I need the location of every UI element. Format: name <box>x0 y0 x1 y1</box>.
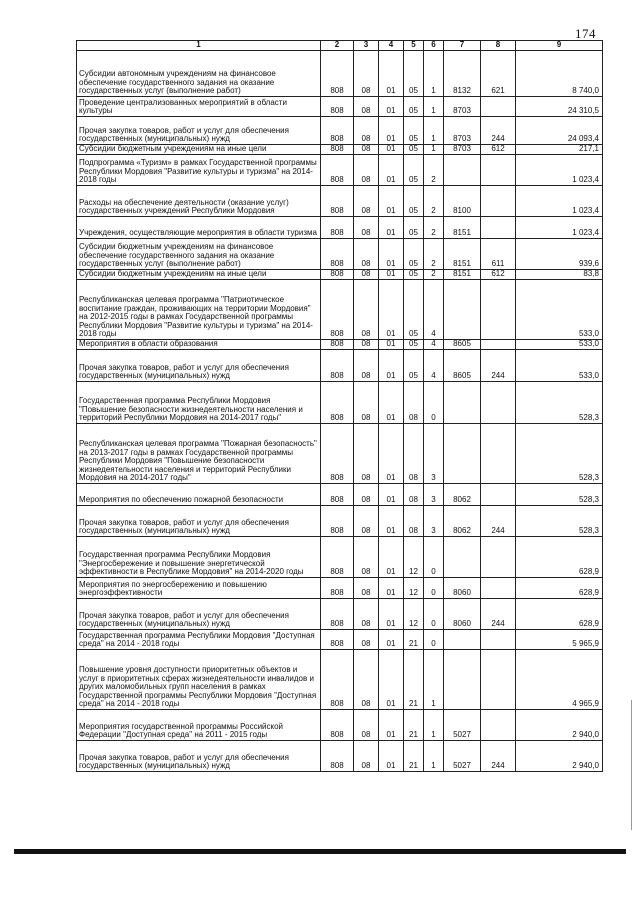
row-code-2: 808 <box>321 578 354 599</box>
header-col-7: 7 <box>444 41 481 51</box>
row-code-5: 05 <box>404 97 424 117</box>
row-code-8 <box>481 710 516 741</box>
row-code-6: 1 <box>424 97 444 117</box>
row-name: Прочая закупка товаров, работ и услуг для обеспечения государственных (муниципальных) нужд <box>77 741 321 772</box>
row-code-5: 08 <box>404 382 424 424</box>
table-row <box>77 280 603 340</box>
row-code-7: 8703 <box>444 97 481 117</box>
row-code-2: 808 <box>321 217 354 239</box>
table-row <box>77 484 603 506</box>
row-code-3: 08 <box>354 51 379 97</box>
row-code-7 <box>444 280 481 340</box>
row-amount: 24 310,5 <box>516 97 603 117</box>
row-code-3: 08 <box>354 155 379 186</box>
row-code-7: 8703 <box>444 117 481 145</box>
row-code-3: 08 <box>354 145 379 155</box>
row-code-4: 01 <box>379 117 404 145</box>
row-code-6: 4 <box>424 340 444 350</box>
table-row <box>77 117 603 145</box>
row-code-8 <box>481 280 516 340</box>
header-col-4: 4 <box>379 41 404 51</box>
row-code-3: 08 <box>354 239 379 270</box>
row-code-3: 08 <box>354 599 379 630</box>
table-row <box>77 424 603 484</box>
row-amount: 2 940,0 <box>516 741 603 772</box>
row-code-2: 808 <box>321 710 354 741</box>
row-name: Прочая закупка товаров, работ и услуг для обеспечения государственных (муниципальных) нужд <box>77 506 321 537</box>
row-code-8: 244 <box>481 350 516 382</box>
row-code-4: 01 <box>379 217 404 239</box>
row-code-3: 08 <box>354 578 379 599</box>
row-code-2: 808 <box>321 145 354 155</box>
table-row <box>77 599 603 630</box>
table-row <box>77 239 603 270</box>
table-row <box>77 578 603 599</box>
row-code-4: 01 <box>379 537 404 578</box>
row-code-4: 01 <box>379 340 404 350</box>
row-code-4: 01 <box>379 382 404 424</box>
row-code-7: 8151 <box>444 270 481 280</box>
table-row <box>77 537 603 578</box>
table-body <box>77 51 603 772</box>
row-code-2: 808 <box>321 97 354 117</box>
row-code-6: 3 <box>424 424 444 484</box>
row-amount: 24 093,4 <box>516 117 603 145</box>
row-code-5: 08 <box>404 424 424 484</box>
row-code-4: 01 <box>379 506 404 537</box>
row-code-5: 08 <box>404 506 424 537</box>
row-amount: 2 940,0 <box>516 710 603 741</box>
row-code-5: 05 <box>404 217 424 239</box>
row-amount: 528,3 <box>516 424 603 484</box>
row-code-7: 8151 <box>444 217 481 239</box>
row-name: Мероприятия по обеспечению пожарной безопасности <box>77 484 321 506</box>
row-code-6: 1 <box>424 710 444 741</box>
row-amount: 628,9 <box>516 599 603 630</box>
row-code-8 <box>481 537 516 578</box>
row-code-7 <box>444 155 481 186</box>
row-code-8: 612 <box>481 145 516 155</box>
table-row <box>77 630 603 650</box>
header-col-6: 6 <box>424 41 444 51</box>
row-code-6: 1 <box>424 145 444 155</box>
row-name: Повышение уровня доступности приоритетных объектов и услуг в приоритетных сферах жизнедеятельности инвалидов и других маломобильных групп населения в рамках Государственной программы Республики Мордовия "Доступная среда" на 2014 - 2018 годы <box>77 650 321 710</box>
row-code-3: 08 <box>354 350 379 382</box>
header-col-8: 8 <box>481 41 516 51</box>
row-code-4: 01 <box>379 145 404 155</box>
header-col-5: 5 <box>404 41 424 51</box>
table-row <box>77 97 603 117</box>
row-amount: 217,1 <box>516 145 603 155</box>
row-code-4: 01 <box>379 424 404 484</box>
row-code-6: 1 <box>424 117 444 145</box>
row-code-3: 08 <box>354 537 379 578</box>
row-code-4: 01 <box>379 630 404 650</box>
row-code-7: 8062 <box>444 484 481 506</box>
row-amount: 628,9 <box>516 537 603 578</box>
row-code-4: 01 <box>379 51 404 97</box>
row-amount: 1 023,4 <box>516 217 603 239</box>
row-code-2: 808 <box>321 382 354 424</box>
row-code-2: 808 <box>321 51 354 97</box>
row-code-4: 01 <box>379 270 404 280</box>
row-code-5: 05 <box>404 117 424 145</box>
row-code-4: 01 <box>379 578 404 599</box>
row-code-5: 21 <box>404 630 424 650</box>
row-code-3: 08 <box>354 630 379 650</box>
row-code-8 <box>481 650 516 710</box>
row-code-6: 2 <box>424 270 444 280</box>
row-code-8 <box>481 578 516 599</box>
row-code-5: 12 <box>404 578 424 599</box>
row-code-2: 808 <box>321 155 354 186</box>
row-code-2: 808 <box>321 117 354 145</box>
row-code-8: 244 <box>481 506 516 537</box>
row-code-8 <box>481 97 516 117</box>
row-code-5: 08 <box>404 484 424 506</box>
row-amount: 628,9 <box>516 578 603 599</box>
row-name: Субсидии бюджетным учреждениям на иные цели <box>77 270 321 280</box>
row-code-8: 612 <box>481 270 516 280</box>
row-amount: 528,3 <box>516 484 603 506</box>
row-code-3: 08 <box>354 506 379 537</box>
row-code-4: 01 <box>379 280 404 340</box>
row-code-3: 08 <box>354 741 379 772</box>
row-code-5: 05 <box>404 155 424 186</box>
table-row <box>77 350 603 382</box>
row-code-2: 808 <box>321 424 354 484</box>
budget-table-container <box>76 40 602 772</box>
row-amount: 528,3 <box>516 506 603 537</box>
row-code-6: 1 <box>424 51 444 97</box>
row-amount: 528,3 <box>516 382 603 424</box>
row-code-2: 808 <box>321 506 354 537</box>
row-code-7: 8060 <box>444 599 481 630</box>
row-code-2: 808 <box>321 650 354 710</box>
row-code-4: 01 <box>379 186 404 217</box>
scan-edge-line <box>631 700 632 830</box>
row-code-4: 01 <box>379 710 404 741</box>
row-code-5: 05 <box>404 340 424 350</box>
row-name: Прочая закупка товаров, работ и услуг для обеспечения государственных (муниципальных) нужд <box>77 350 321 382</box>
row-code-5: 05 <box>404 350 424 382</box>
row-name: Мероприятия государственной программы Российской Федерации "Доступная среда" на 2011 - 2015 годы <box>77 710 321 741</box>
row-name: Субсидии автономным учреждениям на финансовое обеспечение государственного задания на оказание государственных услуг (выполнение работ) <box>77 51 321 97</box>
header-col-3: 3 <box>354 41 379 51</box>
row-code-7: 5027 <box>444 741 481 772</box>
row-amount: 5 965,9 <box>516 630 603 650</box>
row-name: Проведение централизованных мероприятий в области культуры <box>77 97 321 117</box>
row-code-2: 808 <box>321 280 354 340</box>
row-name: Прочая закупка товаров, работ и услуг для обеспечения государственных (муниципальных) нужд <box>77 117 321 145</box>
row-code-6: 0 <box>424 630 444 650</box>
row-code-6: 0 <box>424 599 444 630</box>
row-amount: 533,0 <box>516 280 603 340</box>
row-code-2: 808 <box>321 239 354 270</box>
row-code-7: 8060 <box>444 578 481 599</box>
row-code-6: 3 <box>424 506 444 537</box>
row-name: Государственная программа Республики Мордовия "Энергосбережение и повышение энергетической эффективности в Республике Мордовия" на 2014-2020 годы <box>77 537 321 578</box>
row-code-2: 808 <box>321 186 354 217</box>
table-row <box>77 741 603 772</box>
row-amount: 1 023,4 <box>516 155 603 186</box>
table-row <box>77 382 603 424</box>
row-code-2: 808 <box>321 537 354 578</box>
row-name: Мероприятия в области образования <box>77 340 321 350</box>
table-row <box>77 270 603 280</box>
row-code-3: 08 <box>354 382 379 424</box>
row-code-8 <box>481 186 516 217</box>
row-code-8 <box>481 630 516 650</box>
row-code-2: 808 <box>321 270 354 280</box>
row-amount: 1 023,4 <box>516 186 603 217</box>
header-col-2: 2 <box>321 41 354 51</box>
row-amount: 533,0 <box>516 350 603 382</box>
budget-table <box>76 40 603 772</box>
row-code-8: 244 <box>481 741 516 772</box>
row-code-3: 08 <box>354 484 379 506</box>
row-code-3: 08 <box>354 186 379 217</box>
row-code-7: 5027 <box>444 710 481 741</box>
table-row <box>77 155 603 186</box>
row-amount: 83,8 <box>516 270 603 280</box>
row-code-7: 8151 <box>444 239 481 270</box>
row-amount: 939,6 <box>516 239 603 270</box>
row-code-2: 808 <box>321 599 354 630</box>
row-code-6: 0 <box>424 578 444 599</box>
row-name: Расходы на обеспечение деятельности (оказание услуг) государственных учреждений Республики Мордовия <box>77 186 321 217</box>
row-code-8: 244 <box>481 599 516 630</box>
row-name: Мероприятия по энергосбережению и повышению энергоэффективности <box>77 578 321 599</box>
row-code-5: 12 <box>404 537 424 578</box>
row-code-8: 611 <box>481 239 516 270</box>
row-code-7 <box>444 630 481 650</box>
row-code-6: 0 <box>424 537 444 578</box>
row-name: Республиканская целевая программа "Пожарная безопасность" на 2013-2017 годы в рамках Государственной программы Республики Мордовия "Повышение безопасности жизнедеятельности населения и территорий Республики Мордовия на 2014-2017 годы" <box>77 424 321 484</box>
row-code-4: 01 <box>379 599 404 630</box>
row-code-8 <box>481 155 516 186</box>
row-name: Субсидии бюджетным учреждениям на иные цели <box>77 145 321 155</box>
row-code-7: 8062 <box>444 506 481 537</box>
row-code-5: 05 <box>404 186 424 217</box>
row-code-6: 1 <box>424 741 444 772</box>
row-name: Республиканская целевая программа "Патриотическое воспитание граждан, проживающих на территории Мордовия" на 2012-2015 годы в рамках Государственной программы Республики Мордовия "Развитие культуры и туризма" на 2014-2018 годы <box>77 280 321 340</box>
row-code-4: 01 <box>379 155 404 186</box>
row-name: Учреждения, осуществляющие мероприятия в области туризма <box>77 217 321 239</box>
table-row <box>77 217 603 239</box>
page-number: 174 <box>575 26 596 41</box>
header-col-9: 9 <box>516 41 603 51</box>
row-amount: 8 740,0 <box>516 51 603 97</box>
row-code-5: 12 <box>404 599 424 630</box>
row-code-5: 05 <box>404 280 424 340</box>
row-name: Субсидии бюджетным учреждениям на финансовое обеспечение государственного задания на оказание государственных услуг (выполнение работ) <box>77 239 321 270</box>
row-amount: 533,0 <box>516 340 603 350</box>
row-code-8 <box>481 382 516 424</box>
row-code-7 <box>444 382 481 424</box>
row-code-7 <box>444 424 481 484</box>
row-code-7 <box>444 537 481 578</box>
row-code-2: 808 <box>321 484 354 506</box>
table-row <box>77 650 603 710</box>
row-code-4: 01 <box>379 97 404 117</box>
row-code-7: 8605 <box>444 350 481 382</box>
row-code-3: 08 <box>354 710 379 741</box>
table-row <box>77 340 603 350</box>
row-code-5: 05 <box>404 270 424 280</box>
row-code-5: 21 <box>404 650 424 710</box>
row-name: Подпрограмма «Туризм» в рамках Государственной программы Республики Мордовия "Развитие культуры и туризма" на 2014-2018 годы <box>77 155 321 186</box>
row-code-7: 8132 <box>444 51 481 97</box>
row-code-5: 21 <box>404 710 424 741</box>
row-code-8 <box>481 424 516 484</box>
row-code-6: 2 <box>424 186 444 217</box>
row-code-6: 4 <box>424 350 444 382</box>
row-code-8 <box>481 484 516 506</box>
row-code-4: 01 <box>379 239 404 270</box>
row-code-4: 01 <box>379 741 404 772</box>
row-code-6: 3 <box>424 484 444 506</box>
row-code-7: 8703 <box>444 145 481 155</box>
row-code-4: 01 <box>379 350 404 382</box>
row-code-8: 621 <box>481 51 516 97</box>
row-code-4: 01 <box>379 650 404 710</box>
row-code-3: 08 <box>354 270 379 280</box>
row-code-3: 08 <box>354 217 379 239</box>
row-name: Государственная программа Республики Мордовия "Доступная среда" на 2014 - 2018 годы <box>77 630 321 650</box>
row-code-3: 08 <box>354 340 379 350</box>
row-code-5: 05 <box>404 51 424 97</box>
row-code-3: 08 <box>354 424 379 484</box>
row-code-6: 4 <box>424 280 444 340</box>
row-code-5: 05 <box>404 239 424 270</box>
row-code-6: 1 <box>424 650 444 710</box>
row-code-7 <box>444 650 481 710</box>
row-amount: 4 965,9 <box>516 650 603 710</box>
row-code-4: 01 <box>379 484 404 506</box>
row-code-3: 08 <box>354 117 379 145</box>
row-code-2: 808 <box>321 350 354 382</box>
row-code-6: 2 <box>424 239 444 270</box>
row-code-2: 808 <box>321 630 354 650</box>
table-row <box>77 51 603 97</box>
row-code-8 <box>481 217 516 239</box>
row-code-6: 0 <box>424 382 444 424</box>
row-code-5: 21 <box>404 741 424 772</box>
row-code-7: 8100 <box>444 186 481 217</box>
row-code-6: 2 <box>424 217 444 239</box>
row-code-8: 244 <box>481 117 516 145</box>
header-col-1: 1 <box>77 41 321 51</box>
row-name: Прочая закупка товаров, работ и услуг для обеспечения государственных (муниципальных) нужд <box>77 599 321 630</box>
row-code-2: 808 <box>321 741 354 772</box>
row-code-5: 05 <box>404 145 424 155</box>
table-header-row <box>77 41 603 51</box>
row-name: Государственная программа Республики Мордовия "Повышение безопасности жизнедеятельности населения и территорий Республики Мордовия на 2014-2017 годы" <box>77 382 321 424</box>
table-row <box>77 186 603 217</box>
row-code-7: 8605 <box>444 340 481 350</box>
row-code-3: 08 <box>354 97 379 117</box>
row-code-3: 08 <box>354 650 379 710</box>
row-code-3: 08 <box>354 280 379 340</box>
row-code-8 <box>481 340 516 350</box>
table-row <box>77 145 603 155</box>
row-code-2: 808 <box>321 340 354 350</box>
bottom-rule <box>14 849 626 854</box>
table-row <box>77 710 603 741</box>
table-row <box>77 506 603 537</box>
row-code-6: 2 <box>424 155 444 186</box>
